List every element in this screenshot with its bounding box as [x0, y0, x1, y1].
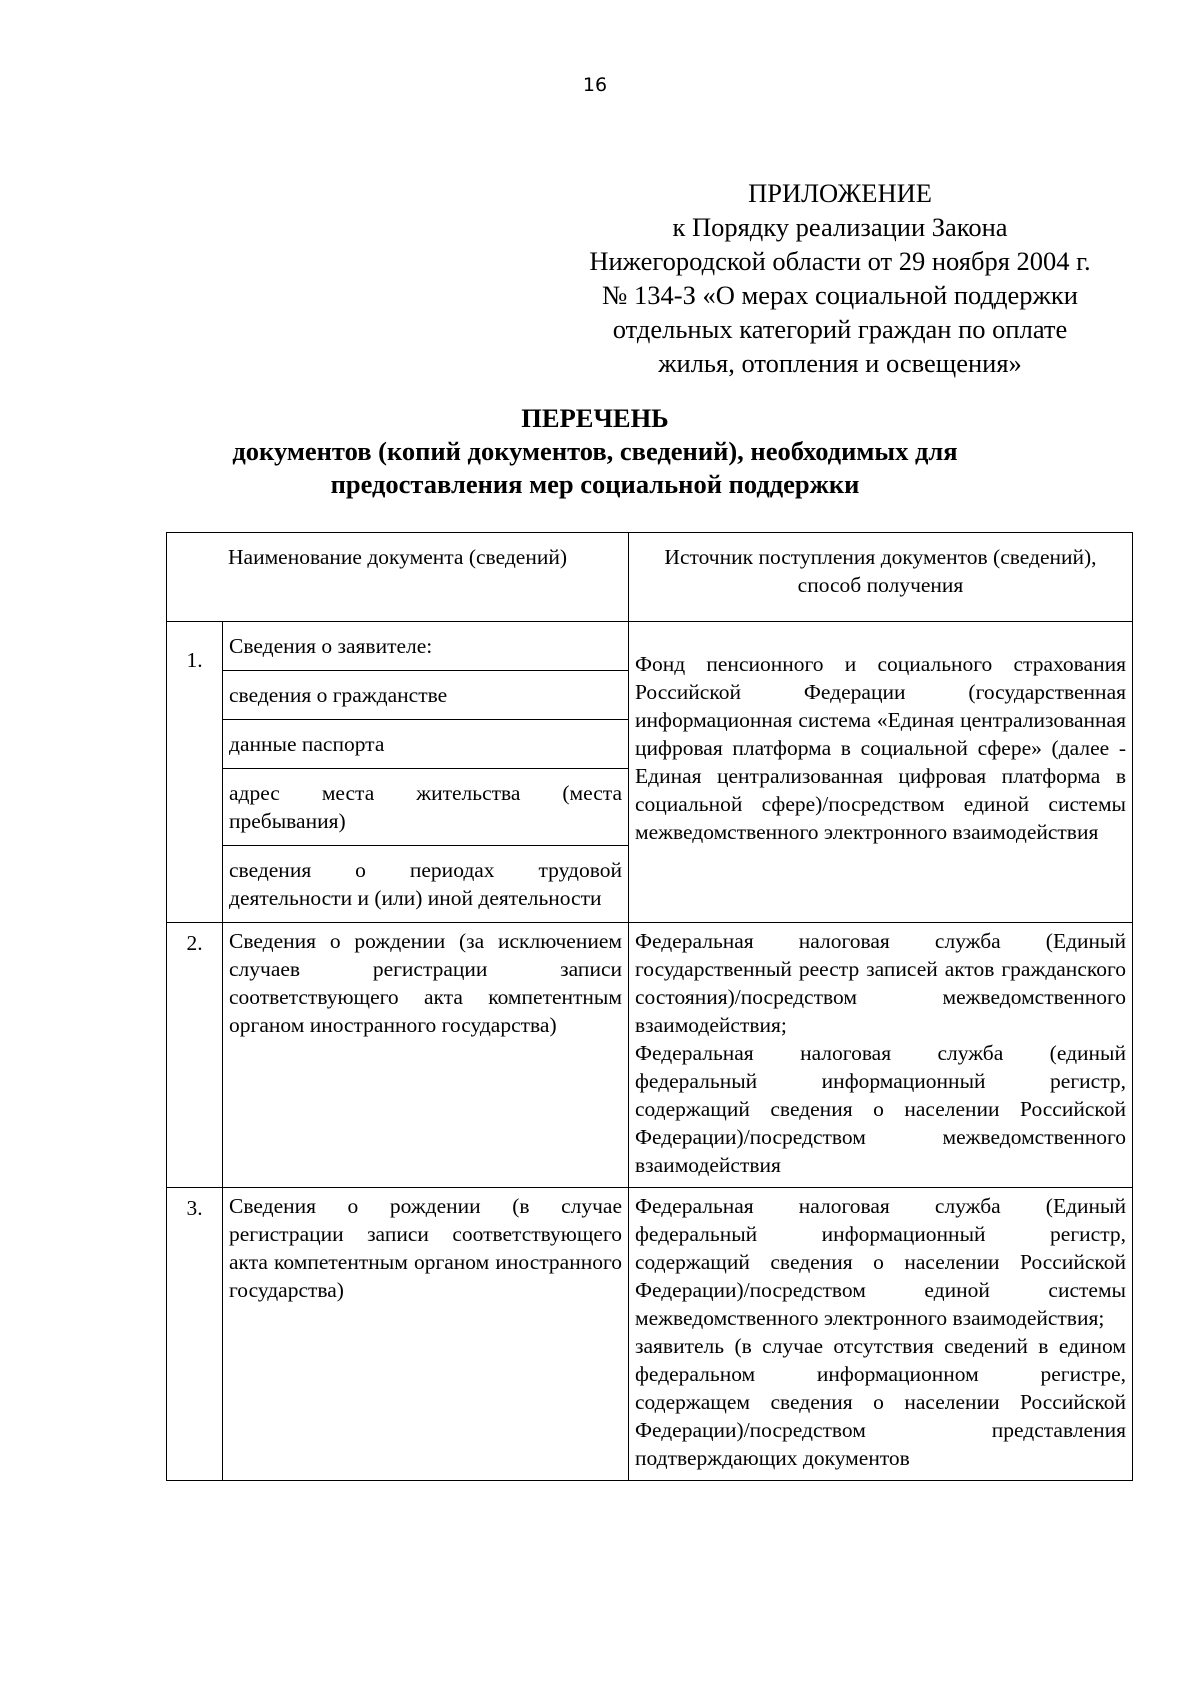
document-item: сведения о гражданстве: [223, 671, 628, 720]
row-document-name: Сведения о рождении (в случае регистрации записи соответствующего акта компетентным органом иностранного государства): [223, 1188, 629, 1481]
table-row: [167, 923, 1133, 1188]
title-heading: ПЕРЕЧЕНЬ: [521, 403, 669, 433]
header-source: Источник поступления документов (сведений), способ получения: [629, 533, 1133, 622]
header-document-name: Наименование документа (сведений): [167, 533, 629, 622]
title-subtitle-line: документов (копий документов, сведений), необходимых для: [232, 436, 958, 466]
row-document-name: Сведения о рождении (за исключением случаев регистрации записи соответствующего акта компетентным органом иностранного государства): [223, 923, 629, 1188]
page-number: 16: [582, 74, 608, 96]
appendix-line: Нижегородской области от 29 ноября 2004 г.: [589, 246, 1091, 276]
row-source: Фонд пенсионного и социального страхования Российской Федерации (государственная информационная система «Единая централизованная цифровая платформа в социальной сфере» (далее - Единая централизованная цифровая платформа в социальной сфере)/посредством единой системы межведомственного электронного взаимодействия: [629, 622, 1133, 923]
table-row: [167, 1188, 1133, 1481]
row-document-cell: [223, 622, 629, 923]
appendix-line: отдельных категорий граждан по оплате: [612, 314, 1068, 344]
source-part: заявитель (в случае отсутствия сведений в едином федеральном информационном регистре, содержащем сведения о населении Российской Федерации)/посредством представления подтверждающих документов: [635, 1334, 1126, 1470]
appendix-header: [560, 176, 1120, 380]
title-subtitle-line: предоставления мер социальной поддержки: [330, 469, 860, 499]
appendix-line: жилья, отопления и освещения»: [658, 348, 1022, 378]
table-header-row: [167, 533, 1133, 622]
row-source: [629, 923, 1133, 1188]
appendix-title: ПРИЛОЖЕНИЕ: [748, 178, 932, 208]
applicant-items-table: [223, 622, 628, 922]
document-title: [0, 402, 1190, 501]
source-part: Федеральная налоговая служба (Единый федеральный информационный регистр, содержащий сведения о населении Российской Федерации)/посредством единой системы межведомственного электронного взаимодействия;: [635, 1194, 1126, 1330]
appendix-line: к Порядку реализации Закона: [672, 212, 1008, 242]
document-item: сведения о периодах трудовой деятельности и (или) иной деятельности: [229, 858, 622, 910]
document-item: данные паспорта: [223, 720, 628, 769]
row-source: [629, 1188, 1133, 1481]
source-part: Федеральная налоговая служба (Единый государственный реестр записей актов гражданского состояния)/посредством межведомственного взаимодействия;: [635, 929, 1126, 1037]
document-item: адрес места жительства (места пребывания): [223, 769, 628, 846]
row-number: 3.: [167, 1188, 223, 1481]
table-row: [167, 622, 1133, 923]
appendix-line: № 134-З «О мерах социальной поддержки: [602, 280, 1078, 310]
documents-table: [166, 532, 1133, 1481]
source-part: Федеральная налоговая служба (единый федеральный информационный регистр, содержащий сведения о населении Российской Федерации)/посредством межведомственного взаимодействия: [635, 1041, 1126, 1177]
row-number: 1.: [167, 622, 223, 923]
row-number: 2.: [167, 923, 223, 1188]
document-item: Сведения о заявителе:: [223, 622, 628, 671]
